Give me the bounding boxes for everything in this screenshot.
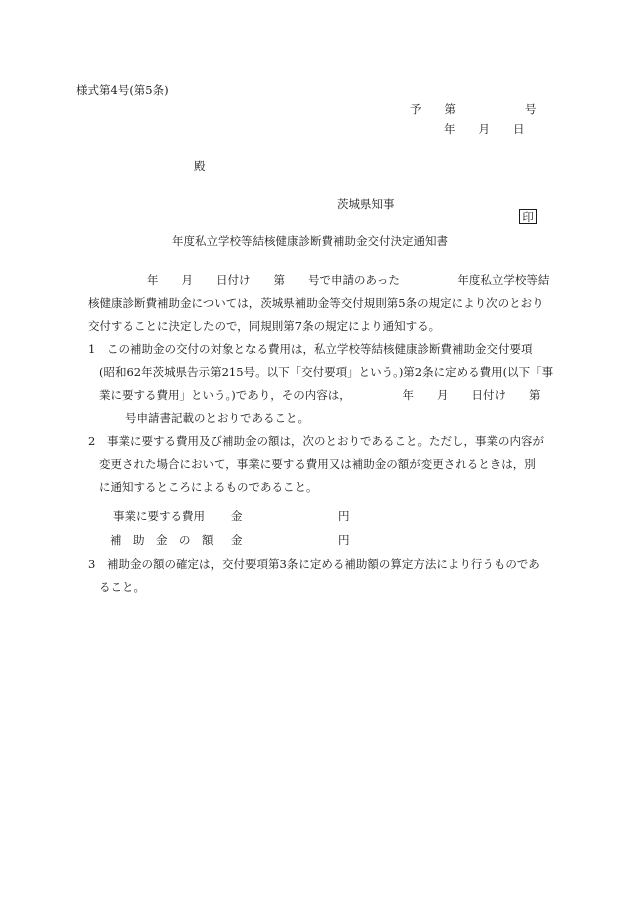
document-number-line: 予 第 号 — [410, 102, 537, 116]
item-line: (昭和62年茨城県告示第215号。以下「交付要項」という。)第2条に定める費用(以下「事 — [99, 365, 554, 379]
addressee: 殿 — [194, 159, 206, 173]
item-line: 変更された場合において，事業に要する費用又は補助金の額が変更されるときは，別 — [99, 457, 536, 471]
seal-text: 印 — [519, 209, 537, 224]
intro-line: 年 月 日付け 第 号で申請のあった 年度私立学校等結 — [147, 273, 550, 287]
item-line: に通知するところによるものであること。 — [99, 480, 318, 494]
amount-label: 補 助 金 の 額 — [110, 533, 214, 547]
amount-label: 事業に要する費用 — [113, 509, 205, 523]
item-line: 号申請書記載のとおりであること。 — [125, 411, 309, 425]
item-number: 2 — [88, 434, 96, 448]
sender-name: 茨城県知事 — [337, 197, 395, 211]
form-label: 様式第4号(第5条) — [76, 83, 169, 97]
amount-unit: 円 — [338, 509, 350, 523]
seal-mark — [512, 197, 537, 224]
item-line: 業に要する費用」という。)であり，その内容は， 年 月 日付け 第 — [99, 388, 541, 402]
amount-unit: 円 — [338, 533, 350, 547]
item-number: 1 — [88, 342, 96, 356]
document-title: 年度私立学校等結核健康診断費補助金交付決定通知書 — [172, 234, 448, 248]
amount-prefix: 金 — [231, 509, 243, 523]
intro-line: 交付することに決定したので，同規則第7条の規定により通知する。 — [88, 319, 441, 333]
intro-line: 核健康診断費補助金については，茨城県補助金等交付規則第5条の規定により次のとおり — [88, 296, 544, 310]
item-number: 3 — [88, 557, 96, 571]
item-line: この補助金の交付の対象となる費用は，私立学校等結核健康診断費補助金交付要項 — [107, 342, 533, 356]
item-line: 事業に要する費用及び補助金の額は，次のとおりであること。ただし，事業の内容が — [107, 434, 544, 448]
document-date-line: 年 月 日 — [444, 122, 525, 136]
amount-prefix: 金 — [231, 533, 243, 547]
item-line: 補助金の額の確定は，交付要項第3条に定める補助額の算定方法により行うものであ — [107, 557, 540, 571]
item-line: ること。 — [99, 580, 145, 594]
